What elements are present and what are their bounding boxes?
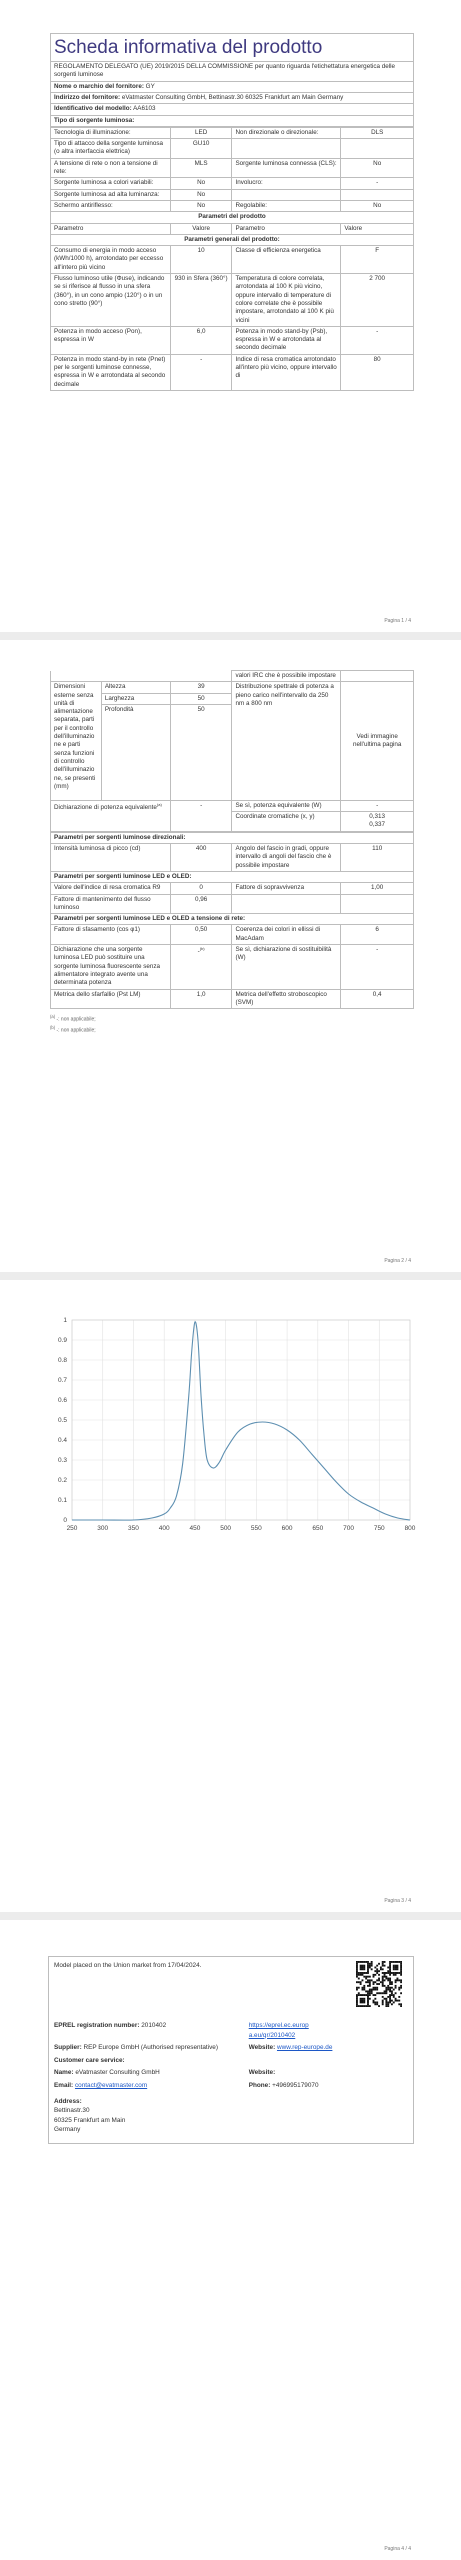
y-tick-label: 0.3 bbox=[57, 1457, 67, 1464]
x-tick-label: 500 bbox=[220, 1525, 232, 1532]
height-value: 39 bbox=[170, 682, 232, 693]
general-param-row: Consumo di energia in modo acceso (kWh/1000 h), arrotondato per eccesso all'intero più vicino 10 Classe di efficienza energetica F bbox=[51, 246, 414, 274]
mains-param-row: Fattore di sfasamento (cos φ1) 0,50 Coerenza dei colori in ellissi di MacAdam 6 bbox=[51, 925, 414, 945]
led-param-row: Valore dell'indice di resa cromatica R9 0 Fattore di sopravvivenza 1,00 bbox=[51, 883, 414, 894]
page-4 bbox=[0, 1920, 461, 2560]
y-tick-label: 0.5 bbox=[57, 1417, 67, 1424]
info-header-table: Scheda informativa del prodotto REGOLAMENTO DELEGATO (UE) 2019/2015 DELLA COMMISSIONE per quanto riguarda l'etichettatura energetica delle sorgenti luminose Nome o marchio del fornitore: GY Indirizzo del fornitore: eVatmaster Consulting GmbH, Bettinastr.30 60325 Frankfurt am Main Germany Identificativo del modello: AA6103 Tipo di sorgente luminosa: bbox=[50, 33, 414, 127]
type-row: Sorgente luminosa ad alta luminanza: No bbox=[51, 189, 414, 200]
type-section-title: Tipo di sorgente luminosa: bbox=[51, 115, 414, 126]
y-tick-label: 0.7 bbox=[57, 1377, 67, 1384]
page-number: Pagina 4 / 4 bbox=[384, 2546, 411, 2552]
y-tick-label: 0.4 bbox=[57, 1437, 67, 1444]
y-tick-label: 0.2 bbox=[57, 1477, 67, 1484]
supplier-website-link[interactable]: www.rep-europe.de bbox=[276, 2044, 333, 2052]
y-tick-label: 0 bbox=[63, 1517, 67, 1524]
footnotes: $^{(a)}$ -: non applicabile; $^{(b)}$ -: non applicabile; bbox=[50, 1014, 96, 1034]
x-tick-label: 700 bbox=[343, 1525, 354, 1532]
type-row: Tipo di attacco della sorgente luminosa (o altra interfaccia elettrica) GU10 bbox=[51, 139, 414, 159]
eprel-box: Model placed on the Union market from 17/04/2024. EPREL registration number: 2010402 https://eprel.ec.europa.eu/qr/2010402 Supplier: REP Europe GmbH (Authorised representative) Website: www.rep-europe.de Customer care service: Name: eVatmaster Consulting GmbH Website: Email: contact@evatmaster.com Phone: +496995179070 Address: Bettinastr.30 60325 Frankfurt am Main Germany bbox=[48, 1956, 414, 2144]
type-row: Schermo antiriflesso: No Regolabile: No bbox=[51, 200, 414, 211]
page-1 bbox=[0, 0, 461, 632]
page-number: Pagina 2 / 4 bbox=[384, 1258, 411, 1264]
market-text: Model placed on the Union market from 17/04/2024. bbox=[54, 1962, 202, 1969]
type-row: Tecnologia di illuminazione: LED Non direzionale o direzionale: DLS bbox=[51, 127, 414, 138]
chroma-x: 0,313 bbox=[369, 813, 386, 821]
page-number: Pagina 3 / 4 bbox=[384, 1898, 411, 1904]
x-tick-label: 650 bbox=[312, 1525, 324, 1532]
x-tick-label: 250 bbox=[66, 1525, 78, 1532]
chroma-y: 0,337 bbox=[369, 821, 386, 829]
eprel-link[interactable]: https://eprel.ec.europa.eu/qr/2010402 bbox=[248, 2022, 309, 2039]
email-link[interactable]: contact@evatmaster.com bbox=[74, 2082, 148, 2090]
depth-value: 50 bbox=[170, 704, 232, 800]
general-param-row: Potenza in modo stand-by in rete (Pnet) per le sorgenti luminose connesse, espressa in W e arrotondata al secondo decimale - Indice di resa cromatica arrotondato all'intero più vicino, oppure intervallo di 80 bbox=[51, 354, 414, 390]
type-row: A tensione di rete o non a tensione di rete: MLS Sorgente luminosa connessa (CLS): No bbox=[51, 158, 414, 178]
eprel-number: 2010402 bbox=[141, 2022, 167, 2029]
type-table: Tecnologia di illuminazione: LED Non direzionale o direzionale: DLS Tipo di attacco della sorgente luminosa (o altra interfaccia elettrica) GU10 A tensione di rete o non a tensione di rete: MLS Sorgente luminosa connessa (CLS): No Sorgente luminosa a colori variabili: No Involucro: - Sorgente luminosa ad alta luminanza: No Schermo antiriflesso: No Regolabile: No Parametri del prodotto Parametro Valore Parametro Valore Parametri generali del prodotto: Consumo di energia in modo acceso (kWh/1000 h), arrotondato per eccesso all'intero più vicino 10 Classe di efficienza energetica F Flusso luminoso utile (Φuse), indicando se si riferisce al flusso in una sfera (360°), in un cono ampio (120°) o in un cono stretto (90°) 930 in Sfera (360°) Temperatura di colore correlata, arrotondata al 100 K più vicino, oppure intervallo di temperature di colore correlate che è possibile impostare, arrotondato al 100 K più vicini 2 700 Potenza in modo acceso (Pon), espressa in W 6,0 Potenza in modo stand-by (Psb), espressa in W e arrotondata al secondo decimale - Potenza in modo stand-by in rete (Pnet) per le sorgenti luminose connesse, espressa in W e arrotondata al secondo decimale - Indice di resa cromatica arrotondato all'intero più vicino, oppure intervallo di 80 bbox=[50, 127, 414, 391]
x-tick-label: 750 bbox=[373, 1525, 385, 1532]
directional-param-row: Intensità luminosa di picco (cd) 400 Angolo del fascio in gradi, oppure intervallo di angoli del fascio che è possibile impostare 110 bbox=[51, 844, 414, 872]
x-tick-label: 450 bbox=[189, 1525, 201, 1532]
model-identifier: AA6103 bbox=[133, 105, 156, 113]
y-tick-label: 0.6 bbox=[57, 1397, 67, 1404]
x-tick-label: 350 bbox=[128, 1525, 139, 1532]
x-tick-label: 550 bbox=[250, 1525, 262, 1532]
mains-param-row: Dichiarazione che una sorgente luminosa LED può sostituire una sorgente luminosa fluorescente senza alimentatore integrato avente una determinata potenza -$^{(b)}$ Se sì, dichiarazione di sostituibilità (W) - bbox=[51, 945, 414, 989]
y-tick-label: 0.1 bbox=[57, 1497, 67, 1504]
qr-code-icon bbox=[356, 1961, 402, 2007]
type-row: Sorgente luminosa a colori variabili: No Involucro: - bbox=[51, 178, 414, 189]
mains-param-row: Metrica dello sfarfallio (Pst LM) 1,0 Metrica dell'effetto stroboscopico (SVM) 0,4 bbox=[51, 989, 414, 1009]
x-tick-label: 400 bbox=[158, 1525, 170, 1532]
x-tick-label: 800 bbox=[404, 1525, 416, 1532]
led-param-row: Fattore di mantenimento del flusso luminoso 0,96 bbox=[51, 894, 414, 914]
spectral-distribution-chart bbox=[48, 1312, 418, 1542]
directional-table: Parametri per sorgenti luminose direzionali: Intensità luminosa di picco (cd) 400 Angolo del fascio in gradi, oppure intervallo di angoli del fascio che è possibile impostare 110 Parametri per sorgenti luminose LED e OLED: Valore dell'indice di resa cromatica R9 0 Fattore di sopravvivenza 1,00 Fattore di mantenimento del flusso luminoso 0,96 Parametri per sorgenti luminose LED e OLED a tensione di rete: Fattore di sfasamento (cos φ1) 0,50 Coerenza dei colori in ellissi di MacAdam 6 Dichiarazione che una sorgente luminosa LED può sostituire una sorgente luminosa fluorescente senza alimentatore integrato avente una determinata potenza -$^{(b)}$ Se sì, dichiarazione di sostituibilità (W) - Metrica dello sfarfallio (Pst LM) 1,0 Metrica dell'effetto stroboscopico (SVM) 0,4 bbox=[50, 832, 414, 1009]
x-tick-label: 300 bbox=[97, 1525, 109, 1532]
document-title: Scheda informativa del prodotto bbox=[51, 34, 414, 62]
page-2 bbox=[0, 640, 461, 1272]
params-title: Parametri del prodotto bbox=[51, 212, 414, 223]
y-tick-label: 0.9 bbox=[57, 1337, 67, 1344]
supplier-name: GY bbox=[145, 82, 155, 90]
dimensions-table: valori IRC che è possibile impostare Dimensioni esterne senza unità di alimentazione separata, parti per il controllo dell'illuminazione e parti senza funzioni di controllo dell'illuminazione, se presenti (mm) Altezza 39 Distribuzione spettrale di potenza a pieno carico nell'intervallo da 250 nm a 800 nm Vedi immagine nell'ultima pagina Larghezza 50 Profondità 50 Dichiarazione di potenza equivalente$^{(a)}$ - Se sì, potenza equivalente (W) - Coordinate cromatiche (x, y) 0,313 0,337 bbox=[50, 670, 414, 832]
page-3 bbox=[0, 1280, 461, 1912]
supplier-address: eVatmaster Consulting GmbH, Bettinastr.30 60325 Frankfurt am Main Germany bbox=[121, 93, 344, 101]
y-tick-label: 0.8 bbox=[57, 1357, 67, 1364]
spectrum-series-line bbox=[72, 1322, 410, 1520]
dimensions-label: Dimensioni esterne senza unità di alimentazione separata, parti per il controllo dell'illuminazione e parti senza funzioni di controllo dell'illuminazione, se presenti (mm) bbox=[51, 682, 102, 801]
y-tick-label: 1 bbox=[63, 1317, 67, 1324]
regulation-text: REGOLAMENTO DELEGATO (UE) 2019/2015 DELLA COMMISSIONE per quanto riguarda l'etichettatura energetica delle sorgenti luminose bbox=[51, 62, 414, 82]
general-param-row: Flusso luminoso utile (Φuse), indicando se si riferisce al flusso in una sfera (360°), in un cono ampio (120°) o in un cono stretto (90°) 930 in Sfera (360°) Temperatura di colore correlata, arrotondata al 100 K più vicino, oppure intervallo di temperature di colore correlate che è possibile impostare, arrotondato al 100 K più vicini 2 700 bbox=[51, 274, 414, 327]
x-tick-label: 600 bbox=[281, 1525, 293, 1532]
width-value: 50 bbox=[170, 693, 232, 704]
general-param-row: Potenza in modo acceso (Pon), espressa in W 6,0 Potenza in modo stand-by (Psb), espressa in W e arrotondata al secondo decimale - bbox=[51, 326, 414, 354]
phone-number: +496995179070 bbox=[272, 2082, 319, 2090]
page-number: Pagina 1 / 4 bbox=[384, 618, 411, 624]
general-section-title: Parametri generali del prodotto: bbox=[51, 234, 414, 245]
